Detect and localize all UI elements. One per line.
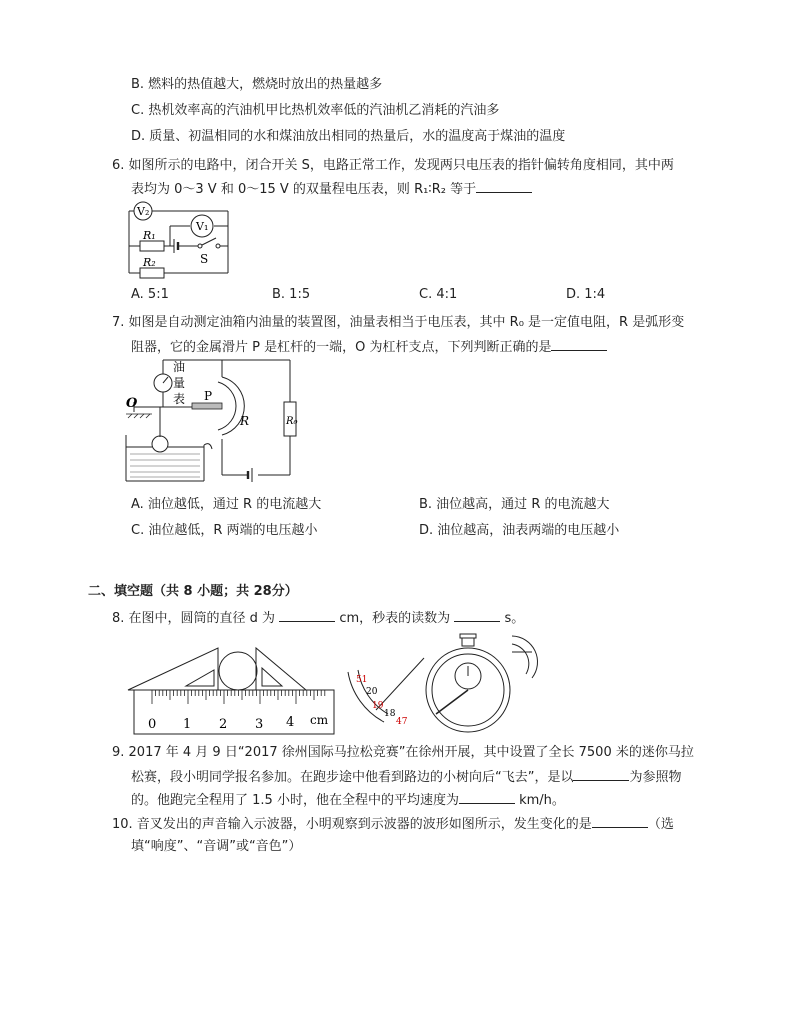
q8-stopwatch-blank[interactable] [454,609,500,622]
q10-line2: 填“响度”、“音调”或“音色”） [131,839,302,854]
section-fill-in-title: 二、填空题（共 8 小题；共 28分） [88,584,298,599]
q8-stem [112,609,524,628]
q9-line3-b: km/h。 [519,793,565,808]
q8-stopwatch-label-47: 47 [396,717,408,727]
q8-ruler-label-0: 0 [148,717,157,732]
q7-p-label: P [204,389,213,403]
q7-option-d: D. 油位越高，油表两端的电压越小 [419,523,620,538]
q8-stem-b: cm，秒表的读数为 [339,611,451,626]
q6-circuit-diagram [126,200,238,278]
q9-line2 [131,768,682,787]
q9-line2-a: 松赛，段小明同学报名参加。在跑步途中他看到路边的小树向后“飞去”，是以 [131,770,574,785]
q10-line1 [112,815,674,834]
q7-stem-line1: 7. 如图是自动测定油箱内油量的装置图，油量表相当于电压表，其中 R₀ 是一定值电阻，R 是弧形变 [112,315,685,330]
q7-gauge-label-1: 油 [173,360,186,374]
q5-option-c: C. 热机效率高的汽油机甲比热机效率低的汽油机乙消耗的汽油多 [131,103,500,118]
q8-stopwatch-diagram [344,630,544,740]
q6-option-d: D. 1:4 [566,287,606,302]
q7-slider-p [192,403,222,409]
q8-stem-a: 8. 在图中，圆筒的直径 d 为 [112,611,276,626]
q8-ruler-diagram [126,646,338,738]
q6-option-a: A. 5:1 [131,287,169,302]
q6-stem-line2 [131,180,532,199]
q7-oil-gauge-diagram [122,357,318,491]
q5-option-d: D. 质量、初温相同的水和煤油放出相同的热量后，水的温度高于煤油的温度 [131,129,566,144]
q7-option-c: C. 油位越低，R 两端的电压越小 [131,523,318,538]
q7-o-label: O [126,396,138,411]
q10-line1-a: 10. 音叉发出的声音输入示波器，小明观察到示波器的波形如图所示，发生变化的是 [112,817,592,832]
q8-ruler-label-3: 3 [255,717,264,732]
q9-speed-blank[interactable] [459,791,515,804]
q6-option-b: B. 1:5 [272,287,311,302]
q6-option-c: C. 4:1 [419,287,458,302]
q9-line3-a: 的。他跑完全程用了 1.5 小时，他在全程中的平均速度为 [131,793,459,808]
q9-line1: 9. 2017 年 4 月 9 日“2017 徐州国际马拉松竞赛”在徐州开展，其中设置了全长 7500 米的迷你马拉 [112,745,694,760]
q7-r-label: R [240,414,250,428]
q8-stopwatch-label-18: 18 [384,709,396,719]
q8-diameter-blank[interactable] [279,609,335,622]
q6-stem-line1: 6. 如图所示的电路中，闭合开关 S，电路正常工作，发现两只电压表的指针偏转角度相同，其中两 [112,158,674,173]
q6-s-label: S [200,252,209,266]
q7-option-b: B. 油位越高，通过 R 的电流越大 [419,497,610,512]
q6-r2-label: R₂ [143,256,156,269]
q6-v2-label: V₂ [137,205,150,218]
q7-stem-line2 [131,338,607,357]
q8-ruler-label-4: 4 [286,715,295,730]
q9-line3 [131,791,565,810]
q6-stem-line2-text: 表均为 0～3 V 和 0～15 V 的双量程电压表，则 R₁∶R₂ 等于 [131,182,477,197]
q10-answer-blank[interactable] [592,815,648,828]
q8-ruler-unit: cm [310,713,329,727]
q7-r0-label: R₀ [286,416,298,427]
q7-gauge-label-3: 表 [173,392,186,406]
q9-reference-blank[interactable] [573,768,629,781]
q8-ruler-label-2: 2 [219,717,228,732]
q7-answer-blank[interactable] [551,338,607,351]
q7-stem-line2-text: 阻器，它的金属滑片 P 是杠杆的一端，O 为杠杆支点，下列判断正确的是 [131,340,552,355]
q8-stopwatch-label-19: 19 [372,701,384,711]
q6-r1-label: R₁ [143,229,156,242]
q7-gauge-label-2: 量 [173,376,186,390]
q5-option-b: B. 燃料的热值越大，燃烧时放出的热量越多 [131,77,383,92]
q8-stem-c: s。 [504,611,525,626]
q8-stopwatch-label-51: 51 [356,675,368,685]
q9-line2-b: 为参照物 [629,770,682,785]
q8-stopwatch-label-20: 20 [366,687,378,697]
q8-ruler-label-1: 1 [183,717,192,732]
q7-option-a: A. 油位越低，通过 R 的电流越大 [131,497,322,512]
q6-answer-blank[interactable] [476,180,532,193]
q6-v1-label: V₁ [196,220,209,233]
q10-line1-b: （选 [647,817,674,832]
